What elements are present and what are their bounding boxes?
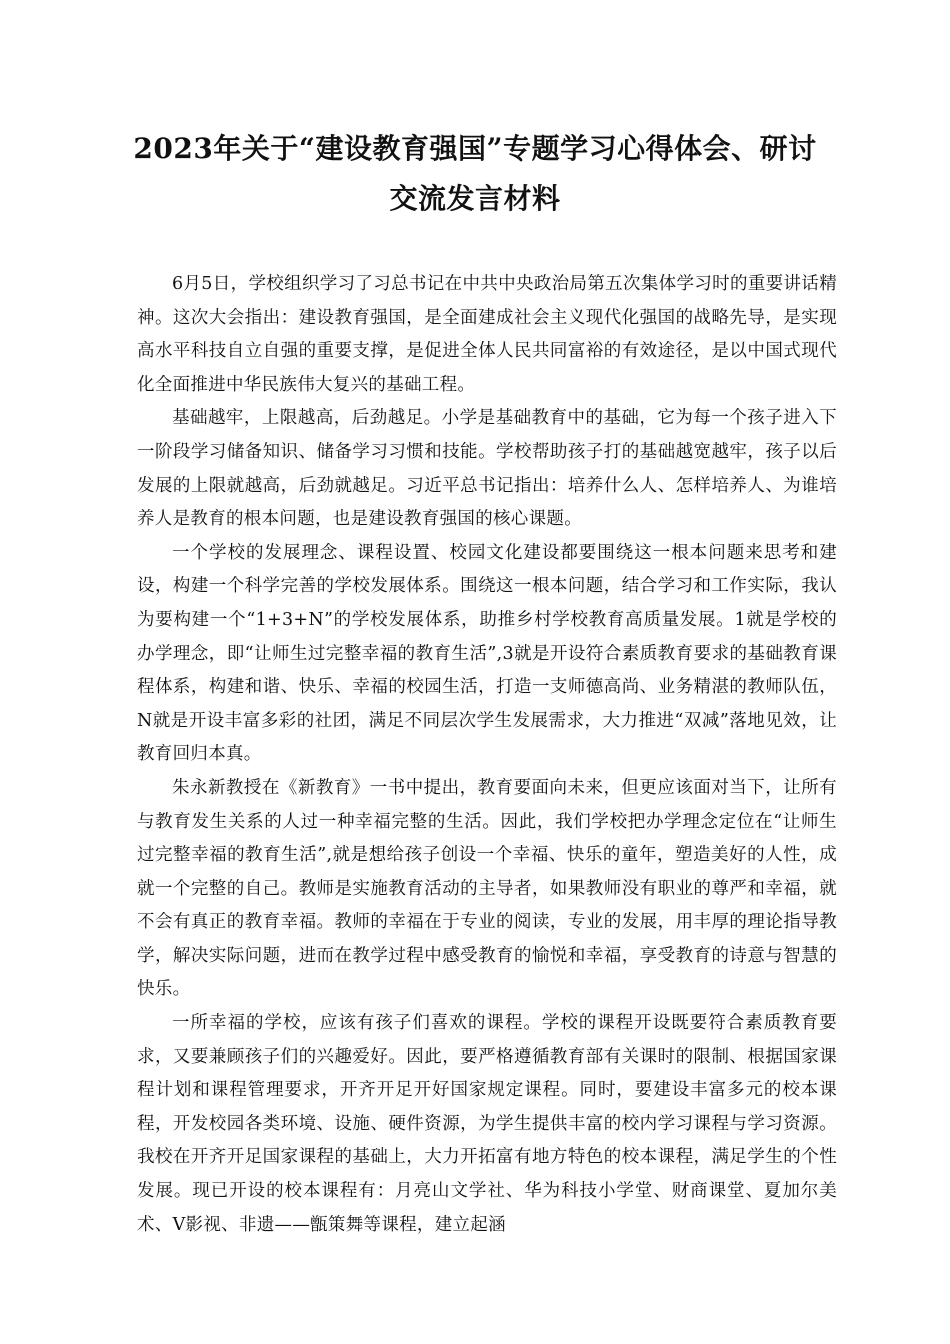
document-title (100, 124, 850, 224)
paragraph: 朱永新教授在《新教育》一书中提出，教育要面向未来，但更应该面对当下，让所有与教育发生关系的人过一种幸福完整的生活。因此，我们学校把办学理念定位在“让师生过完整幸福的教育生活”,就是想给孩子创设一个幸福、快乐的童年，塑造美好的人性，成就一个完整的自己。教师是实施教育活动的主导者，如果教师没有职业的尊严和幸福，就不会有真正的教育幸福。教师的幸福在于专业的阅读，专业的发展，用丰厚的理论指导教学，解决实际问题，进而在教学过程中感受教育的愉悦和幸福，享受教育的诗意与智慧的快乐。 (137, 777, 837, 1000)
paragraph: 一个学校的发展理念、课程设置、校园文化建设都要围绕这一根本问题来思考和建设，构建一个科学完善的学校发展体系。围绕这一根本问题，结合学习和工作实际，我认为要构建一个“1+3+N”的学校发展体系，助推乡村学校教育高质量发展。1就是学校的办学理念，即“让师生过完整幸福的教育生活”,3就是开设符合素质教育要求的基础教育课程体系，构建和谐、快乐、幸福的校园生活，打造一支师德高尚、业务精湛的教师队伍，N就是开设丰富多彩的社团，满足不同层次学生发展需求，大力推进“双减”落地见效，让教育回归本真。 (137, 542, 837, 765)
paragraph: 基础越牢，上限越高，后劲越足。小学是基础教育中的基础，它为每一个孩子进入下一阶段学习储备知识、储备学习习惯和技能。学校帮助孩子打的基础越宽越牢，孩子以后发展的上限就越高，后劲就越足。习近平总书记指出：培养什么人、怎样培养人、为谁培养人是教育的根本问题，也是建设教育强国的核心课题。 (137, 408, 837, 530)
paragraph: 一所幸福的学校，应该有孩子们喜欢的课程。学校的课程开设既要符合素质教育要求，又要兼顾孩子们的兴趣爱好。因此，要严格遵循教育部有关课时的限制、根据国家课程计划和课程管理要求，开齐开足开好国家规定课程。同时，要建设丰富多元的校本课程，开发校园各类环境、设施、硬件资源，为学生提供丰富的校内学习课程与学习资源。我校在开齐开足国家课程的基础上，大力开拓富有地方特色的校本课程，满足学生的个性发展。现已开设的校本课程有：月亮山文学社、华为科技小学堂、财商课堂、夏加尔美术、V影视、非遗——甑策舞等课程，建立起涵 (137, 1013, 837, 1235)
title-line-2: 交流发言材料 (389, 182, 561, 215)
document-body (137, 268, 837, 1242)
paragraph: 6月5日，学校组织学习了习总书记在中共中央政治局第五次集体学习时的重要讲话精神。这次大会指出：建设教育强国，是全面建成社会主义现代化强国的战略先导，是实现高水平科技自立自强的重要支撑，是促进全体人民共同富裕的有效途径，是以中国式现代化全面推进中华民族伟大复兴的基础工程。 (137, 274, 837, 395)
title-line-1: 2023年关于“建设教育强国”专题学习心得体会、研讨 (133, 132, 817, 165)
